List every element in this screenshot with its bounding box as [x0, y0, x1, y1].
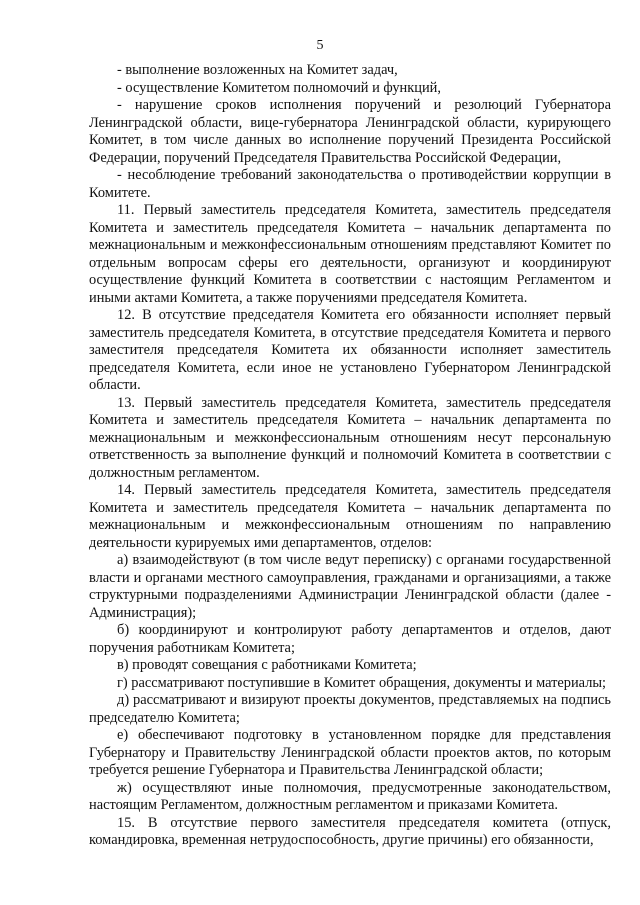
clause-14: 14. Первый заместитель председателя Комитета, заместитель председателя Комитета и заместитель председателя Комитета – начальник департамента по межнациональным и межконфессиональным отношениям по направлению деятельности курируемых ими департаментов, отделов:	[89, 482, 611, 551]
clause-14-g: г) рассматривают поступившие в Комитет обращения, документы и материалы;	[117, 674, 607, 691]
clause-14-v: в) проводят совещания с работниками Комитета;	[117, 657, 417, 673]
clause-11: 11. Первый заместитель председателя Комитета, заместитель председателя Комитета и заместитель председателя Комитета – начальник департамента по межнациональным и межконфессиональным отношениям представляют Комитет по отдельным вопросам сферы его деятельности, организуют и координируют осуществление функций Комитета в соответствии с настоящим Регламентом и иными актами Комитета, а также поручениями председателя Комитета.	[89, 202, 611, 306]
clause-14-a: а) взаимодействуют (в том числе ведут переписку) с органами государственной власти и органами местного самоуправления, гражданами и организациями, а также структурными подразделениями Администрации Ленинградской области (далее - Администрация);	[89, 552, 611, 621]
list-item-powers: - осуществление Комитетом полномочий и функций,	[117, 79, 441, 96]
clause-15: 15. В отсутствие первого заместителя председателя комитета (отпуск, командировка, временная нетрудоспособность, другие причины) его обязанности,	[89, 814, 611, 848]
clause-14-d: д) рассматривают и визируют проекты документов, представляемых на подпись председателю Комитета;	[89, 692, 611, 726]
clause-14-e: е) обеспечивают подготовку в установленном порядке для представления Губернатору и Правительству Ленинградской области проектов актов, по которым требуется решение Губернатора и Правительства Ленинградской области;	[89, 727, 611, 778]
clause-13: 13. Первый заместитель председателя Комитета, заместитель председателя Комитета и заместитель председателя Комитета – начальник департамента по межнациональным и межконфессиональным отношениям несут персональную ответственность за выполнение функций и полномочий Комитета в соответствии с должностным регламентом.	[89, 394, 611, 481]
list-item-deadlines: - нарушение сроков исполнения поручений и резолюций Губернатора Ленинградской области, вице-губернатора Ленинградской области, курирующего Комитет, в том числе данных во исполнение поручений Президента Российской Федерации, поручений Председателя Правительства Российской Федерации,	[89, 97, 611, 166]
clause-12: 12. В отсутствие председателя Комитета его обязанности исполняет первый заместитель председателя Комитета, в отсутствие председателя Комитета и первого заместителя председателя Комитета их обязанности исполняет заместитель председателя Комитета, если иное не установлено Губернатором Ленинградской области.	[89, 307, 611, 393]
clause-14-b: б) координируют и контролируют работу департаментов и отделов, дают поручения работникам Комитета;	[89, 622, 611, 656]
document-body	[89, 62, 611, 850]
page-number: 5	[316, 38, 324, 53]
list-item-tasks: - выполнение возложенных на Комитет задач,	[117, 62, 398, 78]
clause-14-zh: ж) осуществляют иные полномочия, предусмотренные законодательством, настоящим Регламентом, должностным регламентом и приказами Комитета.	[89, 779, 611, 813]
list-item-corruption: - несоблюдение требований законодательства о противодействии коррупции в Комитете.	[89, 167, 611, 201]
